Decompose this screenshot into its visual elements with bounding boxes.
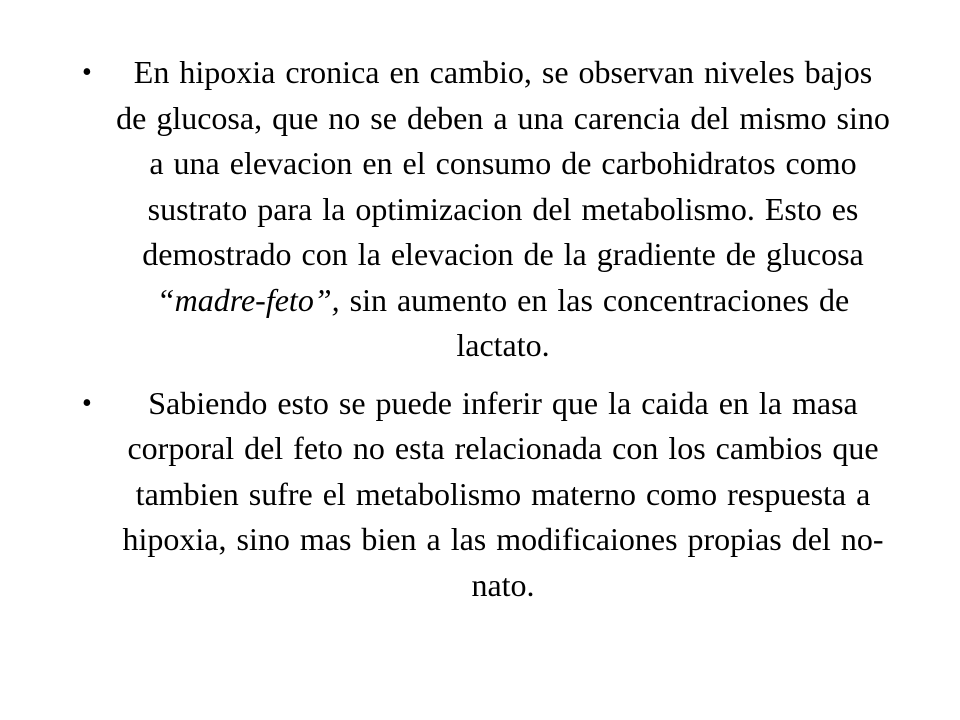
italic-term: “madre-feto”, [156, 281, 340, 318]
bullet-text: Sabiendo esto se puede inferir que la caida en la masa corporal del feto no esta relacionada con los cambios que tambien sufre el metabolismo materno como respuesta a hipoxia, sino mas bien a las modificaiones propias del no-nato. [122, 384, 884, 603]
bullet-dot-icon: • [82, 387, 92, 419]
bullet-text [116, 50, 890, 369]
bullet-item-hipoxia [80, 50, 890, 369]
bullet-text-part: En hipoxia cronica en cambio, se observan niveles bajos de glucosa, que no se deben a una carencia del mismo sino a una elevacion en el consumo de carbohidratos como sustrato para la optimizacion del metabolismo. Esto es demostrado con la elevacion de la gradiente de glucosa [116, 54, 890, 272]
bullet-list [80, 50, 890, 608]
bullet-item-sabiendo [80, 381, 890, 609]
bullet-text-part: sin aumento en las concentraciones de lactato. [339, 281, 850, 363]
bullet-dot-icon: • [82, 57, 92, 88]
